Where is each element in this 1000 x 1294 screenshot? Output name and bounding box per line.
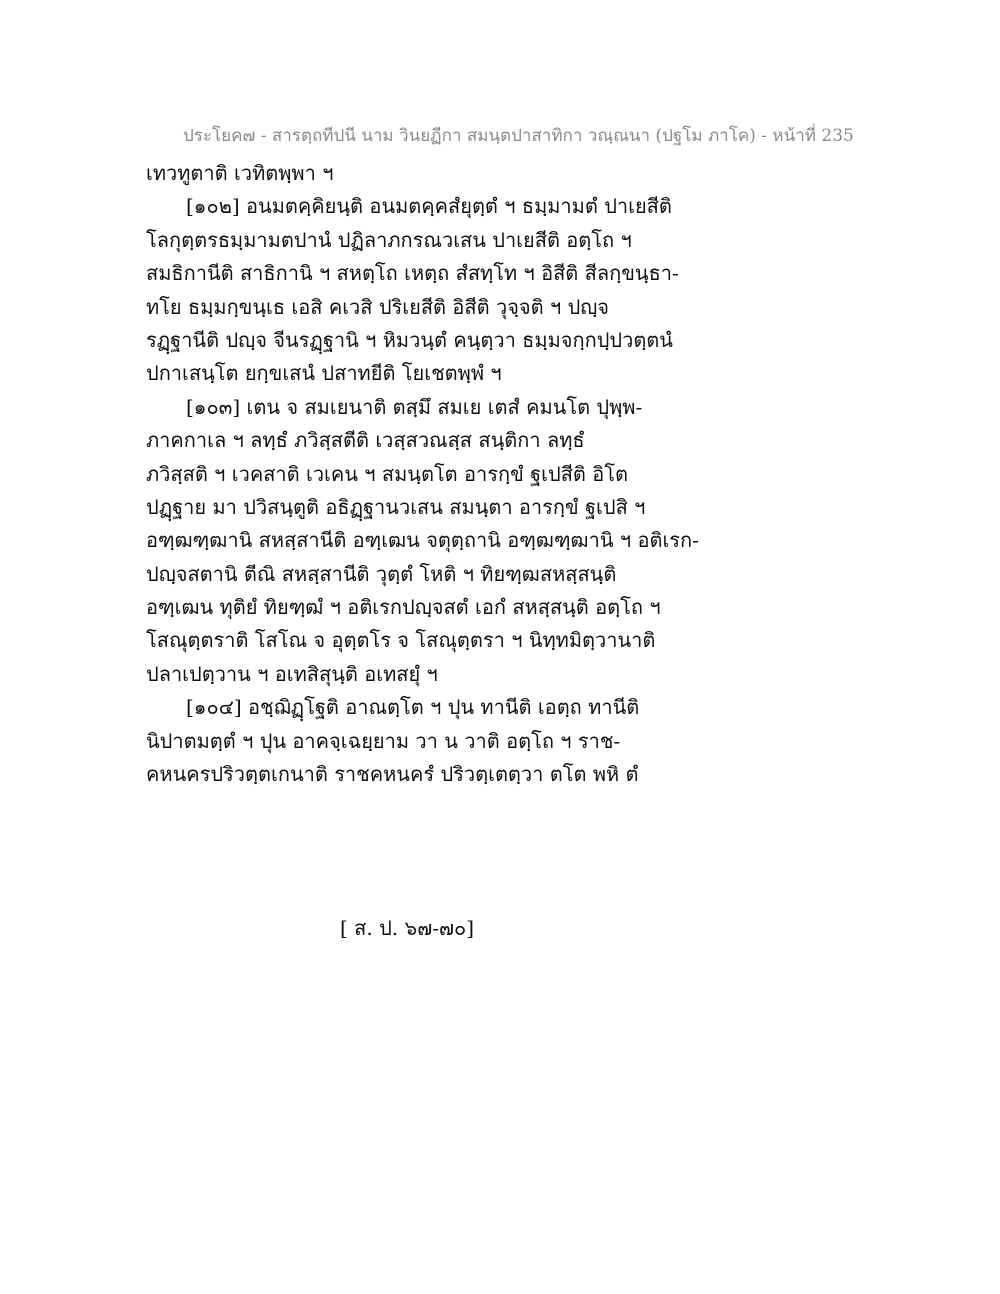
- text-line: ปฏฺฐาย มา ปวิสนฺตูติ อธิฏฺฐานวเสน สมนฺตา อารกฺขํ ฐเปสิ ฯ: [146, 494, 646, 519]
- text-line: คหนครปริวตฺตเกนาติ ราชคหนครํ ปริวตฺเตตฺวา ตโต พหิ ตํ: [146, 762, 639, 787]
- text-line: นิปาตมตฺตํ ฯ ปุน อาคจฺเฉยฺยาม วา น วาติ อตฺโถ ฯ ราช-: [146, 728, 621, 753]
- paragraph-start-103: [๑๐๓] เตน จ สมเยนาติ ตสฺมึ สมเย เตสํ คมนโต ปุพฺพ-: [186, 394, 643, 419]
- text-line: อฑฺฒฑฺฒานิ สหสฺสานีติ อฑฺเฒน จตุตฺถานิ อฑฺฒฑฺฒานิ ฯ อติเรก-: [146, 528, 699, 553]
- paragraph-start-104: [๑๐๔] อชฺฌิฏฺโฐติ อาณตฺโต ฯ ปุน ทานีติ เอตฺถ ทานีติ: [186, 695, 640, 720]
- text-line: สมธิกานีติ สาธิกานิ ฯ สหตฺโถ เหตฺถ สํสทฺโท ฯ อิสีติ สีลกฺขนฺธา-: [146, 261, 679, 286]
- text-line: ปญฺจสตานิ ตีณิ สหสฺสานีติ วุตฺตํ โหติ ฯ ทิยฑฺฒสหสฺสนฺติ: [146, 561, 617, 586]
- text-line: ภาคกาเล ฯ ลทฺธํ ภวิสฺสตีติ เวสฺสวณสฺส สนฺติกา ลทฺธํ: [146, 428, 585, 453]
- text-line: เทวทูตาติ เวทิตพฺพา ฯ: [146, 161, 334, 185]
- text-line: ปกาเสนฺโต ยกฺขเสนํ ปสาทยีติ โยเชตพฺพํ ฯ: [146, 361, 502, 386]
- running-header: ประโยค๗ - สารตฺถทีปนี นาม วินยฏีกา สมนฺตปาสาทิกา วณฺณนา (ปฐโม ภาโค) - หน้าที่ 235: [183, 126, 854, 146]
- text-line: อฑฺเฒน ทุติยํ ทิยฑฺฒํ ฯ อติเรกปญฺจสตํ เอกํ สหสฺสนฺติ อตฺโถ ฯ: [146, 595, 661, 620]
- text-line: ภวิสฺสติ ฯ เวคสาติ เวเคน ฯ สมนฺตโต อารกฺขํ ฐเปสีติ อิโต: [146, 461, 629, 486]
- text-line: โสณุตฺตราติ โสโณ จ อุตฺตโร จ โสณุตฺตรา ฯ นิทฺทมิตฺวานาติ: [146, 628, 656, 653]
- text-line: รฏฺฐานีติ ปญฺจ จีนรฏฺฐานิ ฯ หิมวนฺตํ คนฺตฺวา ธมฺมจกฺกปฺปวตฺตนํ: [146, 327, 673, 352]
- paragraph-start-102: [๑๐๒] อนมตคฺคิยนฺติ อนมตคฺคสํยุตฺตํ ฯ ธมฺมามตํ ปาเยสีติ: [186, 194, 672, 219]
- source-reference: [ ส. ป. ๖๗-๗๐]: [340, 916, 475, 940]
- text-line: ทโย ธมฺมกฺขนฺเธ เอสิ คเวสิ ปริเยสีติ อิสีติ วุจฺจติ ฯ ปญฺจ: [146, 294, 610, 319]
- text-line: โลกุตฺตรธมฺมามตปานํ ปฏิลาภกรณวเสน ปาเยสีติ อตฺโถ ฯ: [146, 227, 632, 252]
- body-text: [146, 157, 706, 791]
- text-line: ปลาเปตฺวาน ฯ อเทสิสุนฺติ อเทสยุํ ฯ: [146, 661, 438, 686]
